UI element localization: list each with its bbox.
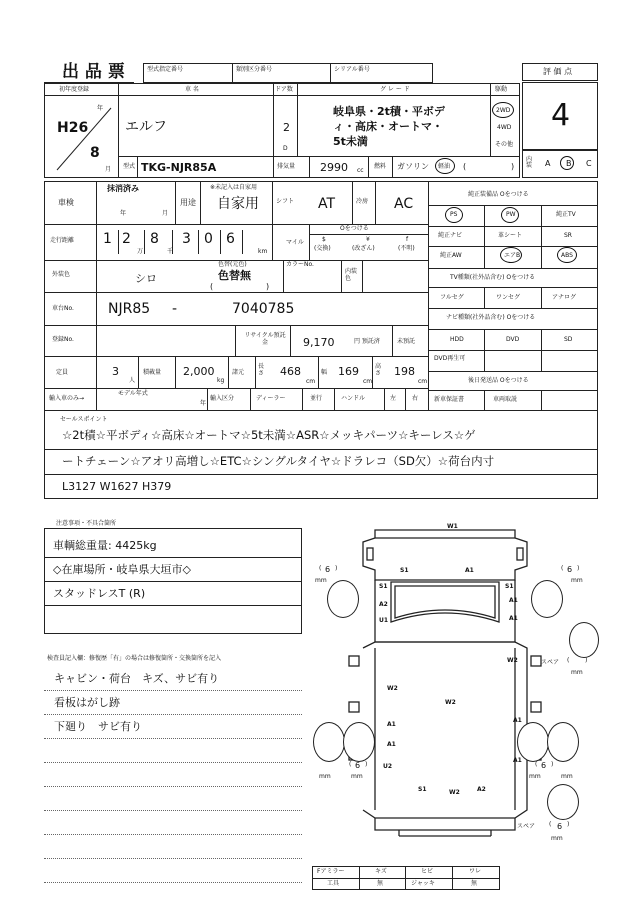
spare-tire-bottom-icon [547, 784, 579, 820]
date-slash [53, 104, 113, 174]
caution-item-3: スタッドレスT (R) [53, 587, 146, 600]
sales-line-1: ☆2t積☆平ボディ☆高床☆オートマ☆5t未満☆ASR☆メッキパーツ☆キーレス☆ゲ [62, 428, 476, 442]
tire-rear-left-inner-icon [343, 722, 375, 762]
score-header: 評 価 点 [522, 63, 598, 81]
abs-circle [557, 247, 577, 263]
inspection-value: 抹消済み [107, 184, 139, 193]
category-label: 類別区分番号 [236, 66, 273, 73]
interior-b-circle [560, 156, 574, 170]
serial-label: シリアル番号 [334, 66, 370, 73]
damage-diagram: W1 S1 A1 S1 A2 U1 S1 A1 A1 W2 W2 W2 A1 A1 A1 U2 A1 S1 W2 A2 ( 6 ) mm ( 6 ) mm ( 6 ) mm mm ( 6 ) mm mm スペア ( ) mm スペア ( 6 ) mm [305, 522, 605, 862]
first-reg-month: 8 [90, 145, 100, 161]
model-cert-label: 型式指定番号 [147, 66, 184, 73]
sales-line-3: L3127 W1627 H379 [62, 480, 172, 493]
inspector-notes [44, 664, 302, 894]
displacement: 2990 [320, 161, 348, 174]
tire-rear-right-inner-icon [517, 722, 549, 762]
ps-circle [445, 207, 463, 223]
tire-front-left-icon [327, 580, 359, 618]
score-value: 4 [551, 98, 571, 133]
usage-value: 自家用 [217, 196, 259, 212]
exterior-color: シロ [135, 272, 157, 285]
first-reg-era: H26 [57, 120, 89, 136]
mileage-digits: 1 2 万 8 千 3 0 6 km [103, 231, 268, 255]
grade-line-1: 岐阜県・2t積・平ボデ [333, 105, 445, 118]
caution-item-2: ◇在庫場所・岐阜県大垣市◇ [53, 563, 191, 576]
chassis-number: 7040785 [232, 301, 295, 317]
length-value: 468 [280, 365, 301, 378]
tire-rear-right-outer-icon [547, 722, 579, 762]
inspector-item-1: キャビン・荷台 キズ、サビ有り [54, 672, 220, 685]
width-value: 169 [338, 365, 359, 378]
capacity-value: 3 [112, 365, 119, 378]
pw-circle [501, 207, 519, 223]
airbag-circle [500, 247, 522, 263]
type-value: TKG-NJR85A [141, 161, 217, 174]
caution-box [44, 528, 302, 634]
shift-value: AT [318, 196, 336, 212]
height-value: 198 [394, 365, 415, 378]
car-name: エルフ [125, 119, 167, 135]
grade-line-2: ィ・高床・オートマ・ [333, 120, 443, 133]
fuel-diesel-circle [435, 158, 455, 174]
spare-tire-top-icon [569, 622, 599, 658]
sales-line-2: ートチェーン☆アオリ高増し☆ETC☆シングルタイヤ☆ドラレコ（SD欠）☆荷台内寸 [62, 454, 495, 468]
score-box [522, 82, 598, 150]
tire-front-right-icon [531, 580, 563, 618]
drive-2wd-circle [492, 102, 514, 118]
equipment-panel: 純正装備品 Oをつける PS PW 純正TV 純正ナビ 革シート SR 純正AW エアB ABS TV種類(社外品含む) Oをつける フルセグ ワンセグ アナログ ナビ種類(社外品含む) Oをつける HDD DVD SD DVD再生可 後日発送品 Oをつける 新車保証書 車両取説 [428, 181, 598, 410]
inspector-item-2: 看板はがし跡 [54, 696, 120, 709]
load-value: 2,000 [183, 365, 215, 378]
top-id-row [143, 63, 433, 83]
form-title: 出 品 票 [62, 62, 125, 82]
caution-item-1: 車輌総重量: 4425kg [53, 539, 157, 552]
inspector-item-3: 下廻り サビ有り [54, 720, 142, 733]
grade-line-3: 5t未満 [333, 135, 368, 148]
tire-rear-left-outer-icon [313, 722, 345, 762]
recycle-value: 9,170 [303, 336, 335, 349]
repaint-value: 色替無 [218, 269, 251, 282]
legend-table: Fアミラー キズ ヒビ ワレ 工具 無 ジャッキ 無 [312, 866, 500, 890]
interior-grade-box: 内装 A B C [522, 150, 598, 178]
vehicle-header-block: 初年度登録 車 名 ドア数 グ レ ー ド 駆動 年 H26 8 月 エルフ 2 D 岐阜県・2t積・平ボデ ィ・高床・オートマ・ 5t未満 2WD 4WD その他 型式 TKG-NJR85A 排気量 2990 cc 燃料 ガソリン 軽油 ( ) [44, 83, 520, 178]
door-count: 2 [283, 121, 290, 134]
chassis-model: NJR85 [108, 301, 151, 317]
cooling-value: AC [394, 196, 414, 212]
